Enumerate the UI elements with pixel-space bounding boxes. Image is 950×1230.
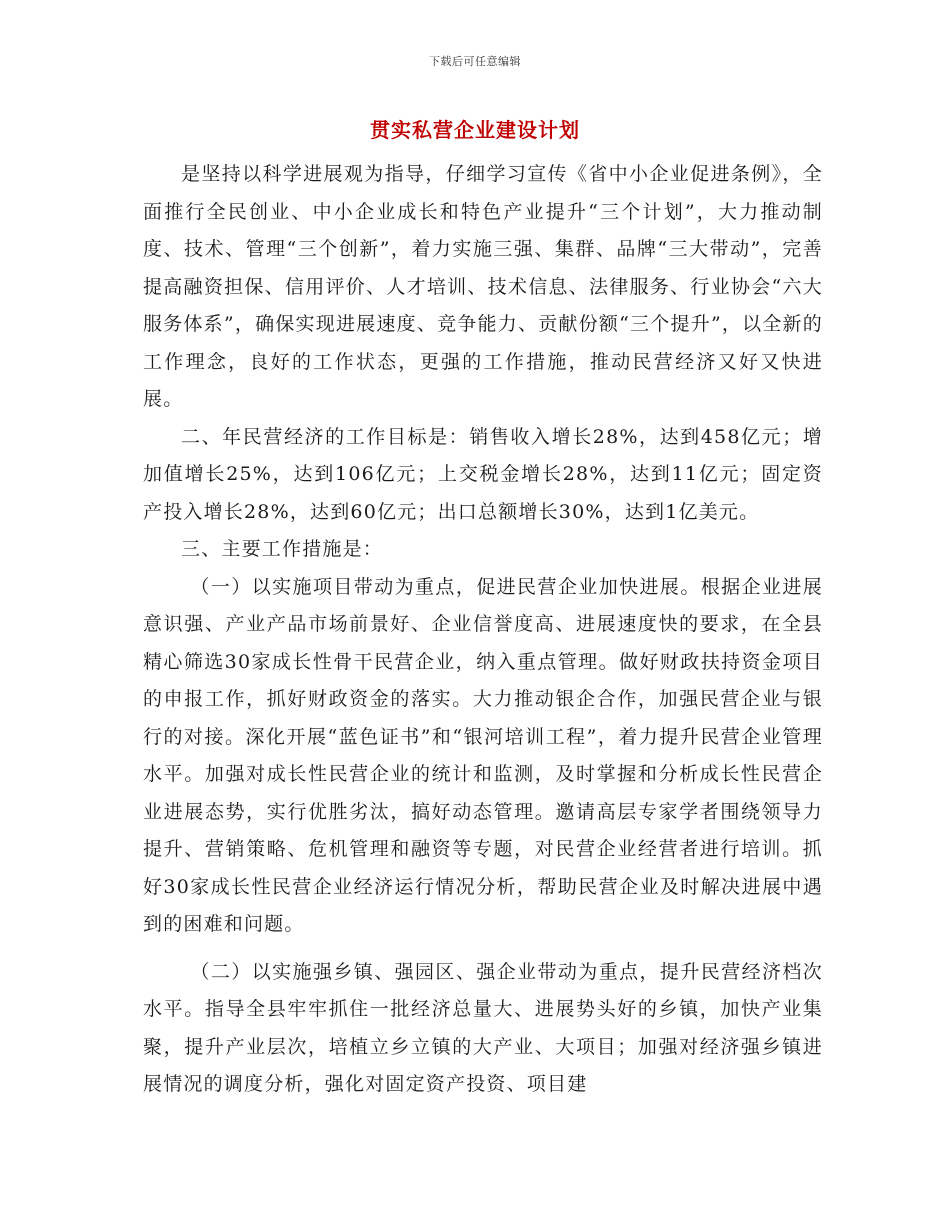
paragraph-guiding-principle: 是坚持以科学进展观为指导，仔细学习宣传《省中小企业促进条例》，全面推行全民创业、中小企业成长和特色产业提升“三个计划”，大力推动制度、技术、管理“三个创新”，着力实施三强、集群、品牌“三大带动”，完善提高融资担保、信用评价、人才培训、技术信息、法律服务、行业协会“六大服务体系”，确保实现进展速度、竞争能力、贡献份额“三个提升”，以全新的工作理念，良好的工作状态，更强的工作措施，推动民营经济又好又快进展。 xyxy=(143,163,823,410)
document-title: 贯实私营企业建设计划 xyxy=(370,118,580,142)
page-header-note: 下载后可任意编辑 xyxy=(429,55,521,68)
paragraph-measure-two: （二）以实施强乡镇、强园区、强企业带动为重点，提升民营经济档次水平。指导全县牢牢抓住一批经济总量大、进展势头好的乡镇，加快产业集聚，提升产业层次，培植立乡立镇的大产业、大项目；加强对经济强乡镇进展情况的调度分析，强化对固定资产投资、项目建 xyxy=(143,960,823,1095)
document-body xyxy=(143,156,823,1104)
paragraph-measures-heading: 三、主要工作措施是： xyxy=(181,538,384,560)
paragraph-work-targets: 二、年民营经济的工作目标是：销售收入增长28%，达到458亿元；增加值增长25%，达到106亿元；上交税金增长28%，达到11亿元；固定资产投入增长28%，达到60亿元；出口总额增长30%，达到1亿美元。 xyxy=(143,425,823,523)
paragraph-measure-one: （一）以实施项目带动为重点，促进民营企业加快进展。根据企业进展意识强、产业产品市场前景好、企业信誉度高、进展速度快的要求，在全县精心筛选30家成长性骨干民营企业，纳入重点管理。做好财政扶持资金项目的申报工作，抓好财政资金的落实。大力推动银企合作，加强民营企业与银行的对接。深化开展“蓝色证书”和“银河培训工程”，着力提升民营企业管理水平。加强对成长性民营企业的统计和监测，及时掌握和分析成长性民营企业进展态势，实行优胜劣汰，搞好动态管理。邀请高层专家学者围绕领导力提升、营销策略、危机管理和融资等专题，对民营企业经营者进行培训。抓好30家成长性民营企业经济运行情况分析，帮助民营企业及时解决进展中遇到的困难和问题。 xyxy=(143,575,823,935)
